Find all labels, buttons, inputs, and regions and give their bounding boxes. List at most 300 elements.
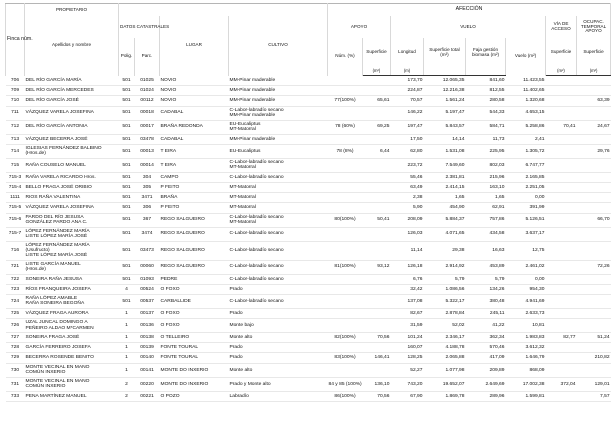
propietario-line: LISTE LÓPEZ MARÍA JOSÉ [25, 234, 88, 239]
document-page [5, 3, 610, 420]
propietario-line: DEL RÍO GARCÍA ANTONIA [25, 124, 88, 130]
longitud-cell: 224,87 [391, 86, 424, 96]
via-acceso-cell [546, 76, 577, 86]
parc-cell: 01093 [135, 274, 160, 284]
header-unit-ocupac-m2: (m²) [577, 67, 611, 76]
propietario-line: MONTE VECINAL EN MANO [25, 364, 90, 370]
via-acceso-cell: 70,41 [546, 120, 577, 134]
cultivo-line: MT-Matorral [229, 220, 256, 225]
apoyo-superficie-cell [363, 86, 391, 96]
apoyo-superficie-cell [363, 308, 391, 318]
polig-cell: 501 [119, 294, 135, 308]
lugar-cell: CADABAL [160, 106, 229, 120]
apoyo-num-cell [328, 158, 363, 172]
faja-biomasa-cell: 453,89 [466, 260, 506, 274]
finca-cell: 714 [6, 144, 25, 158]
lugar-cell: MONTE DO INXERIO [160, 377, 229, 391]
cultivo-cell [229, 319, 328, 333]
vuelo-cell: 4.653,15 [506, 106, 546, 120]
propietario-line: VÁZQUEZ BECERRA JOSÉ [25, 136, 88, 142]
longitud-cell: 31,59 [391, 319, 424, 333]
cultivo-line: Prado [229, 345, 243, 351]
faja-biomasa-cell: 544,33 [466, 106, 506, 120]
cultivo-cell [229, 193, 328, 203]
apoyo-superficie-cell: 50,41 [363, 213, 391, 227]
table-row [6, 274, 611, 284]
cultivo-line: C-Labor-labradío secano [229, 160, 284, 166]
propietario-cell [25, 377, 119, 391]
vuelo-cell: 5.126,51 [506, 213, 546, 227]
superficie-total-cell: 2.381,81 [424, 172, 466, 182]
ocupac-temporal-cell [577, 86, 611, 96]
apoyo-superficie-cell: 69,25 [363, 120, 391, 134]
cultivo-line: Prado y Monte alto [229, 381, 271, 387]
polig-cell: 501 [119, 172, 135, 182]
apoyo-superficie-cell [363, 227, 391, 241]
parc-cell: 00060 [135, 260, 160, 274]
parc-cell: 00112 [135, 96, 160, 106]
vuelo-cell: 2.461,02 [506, 260, 546, 274]
polig-cell: 1 [119, 353, 135, 363]
longitud-cell: 2,38 [391, 193, 424, 203]
finca-cell: 731 [6, 377, 25, 391]
propietario-line: DEL RÍO GARCÍA MARÍA [25, 77, 82, 83]
propietario-cell [25, 144, 119, 158]
cultivo-line: MT-Matorral [229, 127, 256, 133]
apoyo-num-cell: 78 (8%) [328, 144, 363, 158]
finca-cell: 1111 [6, 193, 25, 203]
cultivo-cell [229, 182, 328, 192]
apoyo-superficie-cell: 70,56 [363, 333, 391, 343]
finca-cell: 725 [6, 308, 25, 318]
cultivo-line: Monte bajo [229, 322, 254, 328]
ocupac-temporal-cell: 51,24 [577, 333, 611, 343]
via-acceso-cell [546, 284, 577, 294]
apoyo-superficie-cell [363, 203, 391, 213]
apoyo-num-cell: 81(100%) [328, 260, 363, 274]
faja-biomasa-cell: 570,46 [466, 343, 506, 353]
cultivo-cell [229, 158, 328, 172]
propietario-cell [25, 363, 119, 377]
finca-cell: 715-5 [6, 203, 25, 213]
propietario-line: UZAL JUNCAL DOMINGO A [25, 320, 88, 326]
vuelo-cell: 11.402,65 [506, 86, 546, 96]
via-acceso-cell [546, 144, 577, 158]
header-afeccion: AFECCIÓN [328, 4, 611, 17]
ocupac-temporal-cell: 72,26 [577, 260, 611, 274]
cultivo-line: C-Labor-labradío secano [229, 298, 284, 304]
apoyo-superficie-cell [363, 158, 391, 172]
finca-cell: 713 [6, 134, 25, 144]
vuelo-cell: 17.002,38 [506, 377, 546, 391]
superficie-total-cell: 29,38 [424, 241, 466, 260]
via-acceso-cell [546, 308, 577, 318]
finca-cell: 715-4 [6, 182, 25, 192]
propietario-line: RIOS RAÑA VALENTINA [25, 195, 81, 201]
via-acceso-cell [546, 182, 577, 192]
apoyo-num-cell [328, 319, 363, 333]
cultivo-line: Monte alto [229, 367, 253, 373]
polig-cell: 501 [119, 86, 135, 96]
faja-biomasa-cell: 841,60 [466, 76, 506, 86]
cultivo-line: MM-Pinar maderable [229, 77, 276, 83]
table-row [6, 308, 611, 318]
propietario-line: RAÑA COUSELO MANUEL [25, 162, 86, 168]
apoyo-superficie-cell [363, 284, 391, 294]
apoyo-num-cell [328, 106, 363, 120]
vuelo-cell: 4.941,69 [506, 294, 546, 308]
lugar-cell: REGO SALGUEIRO [160, 241, 229, 260]
finca-cell: 706 [6, 76, 25, 86]
finca-cell: 715-6 [6, 213, 25, 227]
apoyo-superficie-cell [363, 294, 391, 308]
finca-cell: 733 [6, 391, 25, 401]
table-row [6, 377, 611, 391]
via-acceso-cell [546, 96, 577, 106]
propietario-cell [25, 333, 119, 343]
apoyo-num-cell [328, 182, 363, 192]
finca-cell: 715 [6, 158, 25, 172]
lugar-cell: REGO SALGUEIRO [160, 260, 229, 274]
parc-cell: 00524 [135, 284, 160, 294]
vuelo-cell: 1.599,81 [506, 391, 546, 401]
finca-cell: 710 [6, 96, 25, 106]
superficie-total-cell: 52,02 [424, 319, 466, 333]
vuelo-cell: 954,30 [506, 284, 546, 294]
longitud-cell: 126,03 [391, 227, 424, 241]
lugar-cell: NOVIO [160, 76, 229, 86]
faja-biomasa-cell: 280,58 [466, 96, 506, 106]
cultivo-cell [229, 172, 328, 182]
table-row [6, 172, 611, 182]
vuelo-cell: 391,99 [506, 203, 546, 213]
ocupac-temporal-cell [577, 76, 611, 86]
lugar-cell: CADABAL [160, 134, 229, 144]
superficie-total-cell: 5.884,37 [424, 213, 466, 227]
via-acceso-cell [546, 343, 577, 353]
cultivo-line: MM-Pinar maderable [229, 88, 276, 94]
superficie-total-cell: 12.216,38 [424, 86, 466, 96]
finca-cell: 730 [6, 363, 25, 377]
header-propietario: PROPIETARIO [25, 4, 119, 17]
cultivo-line: MT-Matorral [229, 184, 256, 190]
table-row [6, 158, 611, 172]
cultivo-cell [229, 294, 328, 308]
propietario-line: LÓPEZ FERNÁNDEZ MARÍA [25, 242, 90, 248]
table-row [6, 353, 611, 363]
superficie-total-cell: 1.531,08 [424, 144, 466, 158]
parc-cell: 304 [135, 172, 160, 182]
finca-cell: 724 [6, 294, 25, 308]
header-parc: Parc. [135, 38, 160, 76]
table-row [6, 213, 611, 227]
propietario-cell [25, 274, 119, 284]
polig-cell: 501 [119, 120, 135, 134]
superficie-total-cell: 1.086,56 [424, 284, 466, 294]
superficie-total-cell: 7.549,60 [424, 158, 466, 172]
propietario-line: VÁZQUEZ FRAGA AURORA [25, 310, 89, 316]
propietario-line: PARDO DEL RÍO JESUSA [25, 214, 84, 220]
via-acceso-cell [546, 274, 577, 284]
polig-cell: 501 [119, 144, 135, 158]
cultivo-cell [229, 343, 328, 353]
lugar-cell: O FOXO [160, 284, 229, 294]
parc-cell: 3474 [135, 227, 160, 241]
cultivo-line: MT-Matorral [229, 195, 256, 201]
polig-cell: 1 [119, 333, 135, 343]
lugar-cell: FONTE TOURAL [160, 343, 229, 353]
header-finca: Finca núm. [6, 4, 25, 76]
parc-cell: 00141 [135, 363, 160, 377]
ocupac-temporal-cell [577, 294, 611, 308]
faja-biomasa-cell: 16,63 [466, 241, 506, 260]
longitud-cell: 223,72 [391, 158, 424, 172]
lugar-cell: FONTE TOURAL [160, 353, 229, 363]
apoyo-superficie-cell [363, 172, 391, 182]
apoyo-superficie-cell: 6,44 [363, 144, 391, 158]
apoyo-num-cell [328, 76, 363, 86]
superficie-total-cell: 1,65 [424, 193, 466, 203]
header-ocupac-superficie: Superficie [577, 38, 611, 67]
faja-biomasa-cell: 362,34 [466, 333, 506, 343]
ocupac-temporal-cell [577, 363, 611, 377]
cultivo-line: C-Labor-labradío secano [229, 276, 284, 282]
apoyo-num-cell [328, 294, 363, 308]
apoyo-num-cell [328, 284, 363, 294]
parc-cell: 00537 [135, 294, 160, 308]
cultivo-cell [229, 308, 328, 318]
header-polig: Polig. [119, 38, 135, 76]
propietario-cell [25, 172, 119, 182]
longitud-cell: 101,24 [391, 333, 424, 343]
cultivo-cell [229, 377, 328, 391]
table-row [6, 86, 611, 96]
ocupac-temporal-cell [577, 106, 611, 120]
vuelo-cell: 3.612,32 [506, 343, 546, 353]
longitud-cell: 743,20 [391, 377, 424, 391]
longitud-cell: 17,50 [391, 134, 424, 144]
header-lugar: LUGAR [160, 16, 229, 76]
parc-cell: 367 [135, 213, 160, 227]
finca-cell: 728 [6, 343, 25, 353]
header-faja: Faja gestión biomasa (m²) [466, 38, 506, 67]
header-sup-total: Superficie total (m²) [424, 38, 466, 67]
vuelo-cell: 1.320,68 [506, 96, 546, 106]
faja-biomasa-cell: 417,09 [466, 353, 506, 363]
header-apoyo: APOYO [328, 16, 391, 38]
longitud-cell: 67,90 [391, 391, 424, 401]
parc-cell: 00013 [135, 144, 160, 158]
lugar-cell: P FEITO [160, 182, 229, 192]
ocupac-temporal-cell [577, 172, 611, 182]
propietario-line: IGLESIAS FERNÁNDEZ BALBINO [25, 146, 102, 152]
propietario-line: DEL RÍO GARCÍA MERCEDES [25, 88, 94, 94]
propietario-cell [25, 182, 119, 192]
apoyo-num-cell [328, 134, 363, 144]
parc-cell: 306 [135, 203, 160, 213]
superficie-total-cell: 2.878,84 [424, 308, 466, 318]
ocupac-temporal-cell [577, 343, 611, 353]
cultivo-line: MM-Pinar maderable [229, 113, 276, 119]
parc-cell: 3471 [135, 193, 160, 203]
polig-cell: 501 [119, 158, 135, 172]
propietario-line: BECERRA ROSENDE BENITO [25, 355, 94, 361]
ocupac-temporal-cell: 7,57 [577, 391, 611, 401]
superficie-total-cell: 1.561,24 [424, 96, 466, 106]
ocupac-temporal-cell [577, 134, 611, 144]
parc-cell: 03478 [135, 134, 160, 144]
apoyo-superficie-cell [363, 343, 391, 353]
apoyo-num-cell [328, 308, 363, 318]
cultivo-line: MT-Matorral [229, 205, 256, 211]
propietario-cell [25, 76, 119, 86]
table-row [6, 96, 611, 106]
propietario-line: PEÑEIRO ALDAO M*CARMEN [25, 325, 94, 331]
apoyo-num-cell [328, 172, 363, 182]
ocupac-temporal-cell [577, 241, 611, 260]
longitud-cell: 32,42 [391, 284, 424, 294]
afeccion-table [5, 3, 611, 402]
table-row [6, 106, 611, 120]
apoyo-superficie-cell [363, 182, 391, 192]
superficie-total-cell: 12.065,35 [424, 76, 466, 86]
propietario-cell [25, 203, 119, 213]
table-row [6, 182, 611, 192]
propietario-line: RAÑA SONEIRA BEGOÑA [25, 301, 85, 307]
table-row [6, 193, 611, 203]
longitud-cell: 11,14 [391, 241, 424, 260]
cultivo-cell [229, 274, 328, 284]
table-body [6, 76, 611, 402]
table-row [6, 333, 611, 343]
header-superficie-apoyo: Superficie [363, 38, 391, 67]
apoyo-num-cell [328, 203, 363, 213]
table-row [6, 284, 611, 294]
cultivo-line: Prado [229, 355, 243, 361]
parc-cell: 01025 [135, 76, 160, 86]
cultivo-line: C-Labor-labradío secano [229, 247, 284, 253]
longitud-cell: 197,47 [391, 120, 424, 134]
parc-cell: 00140 [135, 353, 160, 363]
lugar-cell: REGO SALGUEIRO [160, 213, 229, 227]
via-acceso-cell [546, 227, 577, 241]
faja-biomasa-cell: 62,91 [466, 203, 506, 213]
finca-cell: 709 [6, 86, 25, 96]
apoyo-superficie-cell: 93,12 [363, 260, 391, 274]
polig-cell: 2 [119, 377, 135, 391]
propietario-line: VÁZQUEZ VARELA JOSEFINA [25, 205, 94, 211]
propietario-line: RÍOS FRANQUEIRA JOSEFA [25, 286, 91, 292]
propietario-cell [25, 96, 119, 106]
cultivo-cell [229, 134, 328, 144]
header-vuelo: VUELO [391, 16, 546, 38]
vuelo-cell: 5.258,86 [506, 120, 546, 134]
longitud-cell: 52,27 [391, 363, 424, 377]
ocupac-temporal-cell: 63,39 [577, 96, 611, 106]
lugar-cell: BRAÑA [160, 193, 229, 203]
finca-cell: 715-7 [6, 227, 25, 241]
apoyo-num-cell: 78 (60%) [328, 120, 363, 134]
vuelo-cell: 868,09 [506, 363, 546, 377]
lugar-cell: PEDRE [160, 274, 229, 284]
cultivo-cell [229, 333, 328, 343]
faja-biomasa-cell: 2.649,69 [466, 377, 506, 391]
propietario-cell [25, 284, 119, 294]
table-row [6, 241, 611, 260]
apoyo-superficie-cell: 70,56 [363, 391, 391, 401]
finca-cell: 723 [6, 284, 25, 294]
table-header [6, 4, 611, 76]
apoyo-num-cell [328, 241, 363, 260]
propietario-line: (Hros.de) [25, 151, 46, 157]
header-vuelo-m2: Vuelo (m²) [506, 38, 546, 76]
vuelo-cell: 12,75 [506, 241, 546, 260]
ocupac-temporal-cell: 129,01 [577, 377, 611, 391]
superficie-total-cell: 2.346,17 [424, 333, 466, 343]
polig-cell: 501 [119, 260, 135, 274]
apoyo-num-cell: 77(100%) [328, 96, 363, 106]
lugar-cell: T EIRA [160, 144, 229, 158]
ocupac-temporal-cell [577, 308, 611, 318]
header-unit-via-m2: (m²) [546, 67, 577, 76]
ocupac-temporal-cell [577, 284, 611, 294]
apoyo-superficie-cell [363, 274, 391, 284]
superficie-total-cell: 4.188,78 [424, 343, 466, 353]
propietario-cell [25, 227, 119, 241]
ocupac-temporal-cell [577, 203, 611, 213]
table-row [6, 76, 611, 86]
propietario-line: BELLO FRAGA JOSÉ ORIBIO [25, 184, 92, 190]
longitud-cell: 173,70 [391, 76, 424, 86]
finca-cell: 712 [6, 120, 25, 134]
polig-cell: 501 [119, 203, 135, 213]
ocupac-temporal-cell: 24,67 [577, 120, 611, 134]
superficie-total-cell: 1.077,98 [424, 363, 466, 377]
propietario-line: COMÚN INXERIO [25, 384, 66, 390]
propietario-cell [25, 308, 119, 318]
via-acceso-cell [546, 353, 577, 363]
lugar-cell: CAMPO [160, 172, 229, 182]
cultivo-cell [229, 241, 328, 260]
apoyo-superficie-cell [363, 76, 391, 86]
cultivo-line: MT-Matorral [229, 165, 256, 171]
apoyo-superficie-cell: 146,41 [363, 353, 391, 363]
vuelo-cell: 1.305,72 [506, 144, 546, 158]
cultivo-cell [229, 96, 328, 106]
propietario-line: RAÑA VARELA RICARDO Hros. [25, 174, 96, 180]
cultivo-line: C-Labor-labradío secano [229, 264, 284, 270]
lugar-cell: REGO SALGUEIRO [160, 227, 229, 241]
apoyo-num-cell [328, 227, 363, 241]
lugar-cell: O FOXO [160, 319, 229, 333]
table-row [6, 343, 611, 353]
via-acceso-cell [546, 203, 577, 213]
parc-cell: 00139 [135, 343, 160, 353]
apoyo-num-cell: 82(100%) [328, 333, 363, 343]
propietario-cell [25, 120, 119, 134]
vuelo-cell: 2.251,05 [506, 182, 546, 192]
lugar-cell: O POZO [160, 391, 229, 401]
faja-biomasa-cell: 584,71 [466, 120, 506, 134]
longitud-cell: 160,07 [391, 343, 424, 353]
cultivo-cell [229, 144, 328, 158]
propietario-line: RAÑA LÓPEZ AMABLE [25, 296, 78, 302]
polig-cell: 501 [119, 241, 135, 260]
superficie-total-cell: 19.652,07 [424, 377, 466, 391]
vuelo-cell: 1.646,79 [506, 353, 546, 363]
superficie-total-cell: 14,14 [424, 134, 466, 144]
vuelo-cell: 0,00 [506, 274, 546, 284]
